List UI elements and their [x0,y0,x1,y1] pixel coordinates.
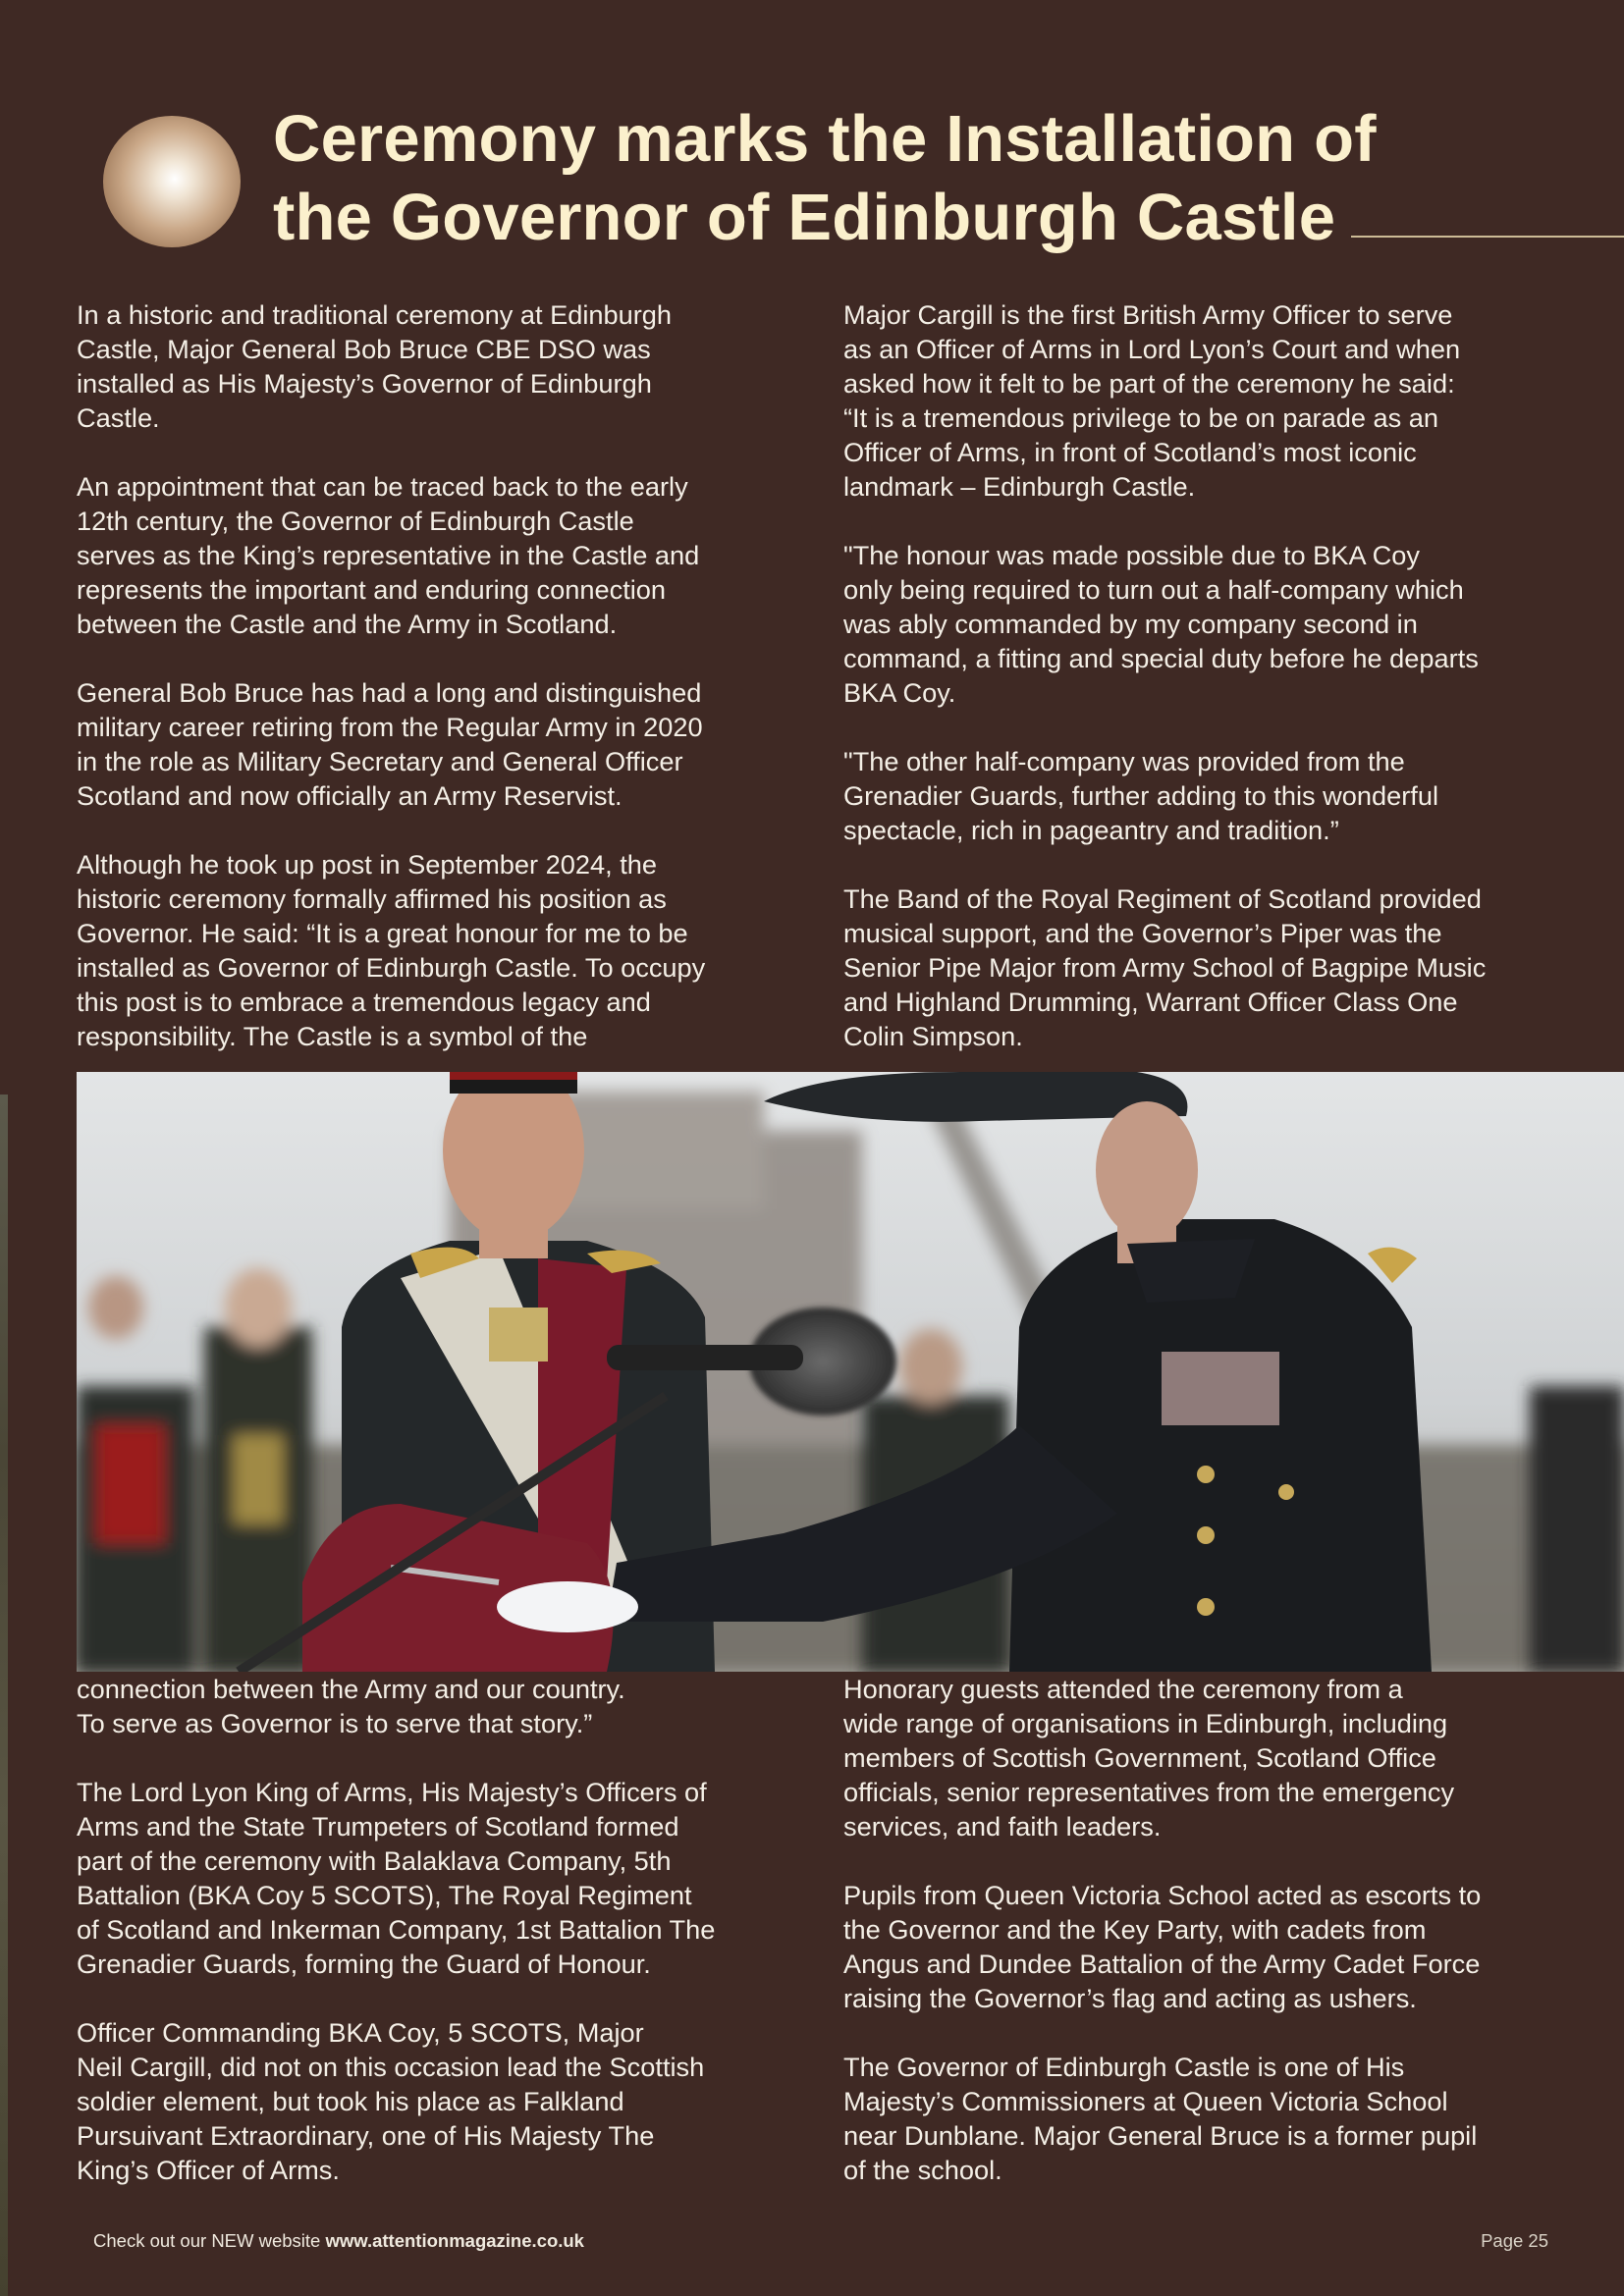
title-rule [1351,236,1624,238]
decorative-orb [103,116,241,247]
paragraph: "The other half-company was provided from the Grenadier Guards, further adding to this wonderful spectacle, rich in pageantry and tradition.” [843,746,1439,845]
paragraph: connection between the Army and our country. To serve as Governor is to serve that story.” [77,1674,625,1738]
paragraph: Officer Commanding BKA Coy, 5 SCOTS, Major Neil Cargill, did not on this occasion lead the Scottish soldier element, but took his place as Falkland Pursuivant Extraordinary, one of His Majesty The King’s Officer of Arms. [77,2017,705,2185]
footer-prefix: Check out our NEW website [93,2230,326,2251]
paragraph: "The honour was made possible due to BKA Coy only being required to turn out a half-company which was ably commanded by my company second in command, a fitting and special duty before he departs BKA Coy. [843,540,1479,708]
paragraph: General Bob Bruce has had a long and distinguished military career retiring from the Regular Army in 2020 in the role as Military Secretary and General Officer Scotland and now officially an Army Reservist. [77,677,703,811]
paragraph: The Band of the Royal Regiment of Scotland provided musical support, and the Governor’s Piper was the Senior Pipe Major from Army School of Bagpipe Music and Highland Drumming, Warrant Officer Class One Colin Simpson. [843,883,1487,1051]
paragraph: Major Cargill is the first British Army Officer to serve as an Officer of Arms in Lord Lyon’s Court and when asked how it felt to be part of the ceremony he said: “It is a tremendous privilege to be on parade as an Officer of Arms, in front of Scotland’s most iconic landmark – Edinburgh Castle. [843,299,1461,502]
paragraph: The Lord Lyon King of Arms, His Majesty’s Officers of Arms and the State Trumpeters of Scotland formed part of the ceremony with Balaklava Company, 5th Battalion (BKA Coy 5 SCOTS), The Royal Regiment of Scotland and Inkerman Company, 1st Battalion The Grenadier Guards, forming the Guard of Honour. [77,1777,716,1979]
column-top-left [77,297,803,1053]
column-top-right [843,297,1609,1053]
article-title [273,100,1377,257]
paragraph: The Governor of Edinburgh Castle is one of His Majesty’s Commissioners at Queen Victoria School near Dunblane. Major General Bruce is a former pupil of the school. [843,2052,1478,2185]
column-bottom-left [77,1672,803,2187]
paragraph: Pupils from Queen Victoria School acted as escorts to the Governor and the Key Party, with cadets from Angus and Dundee Battalion of the Army Cadet Force raising the Governor’s flag and acting as ushers. [843,1880,1482,2013]
title-line-2: the Governor of Edinburgh Castle [273,181,1336,254]
ceremony-photo [77,1072,1624,1672]
website-link[interactable]: www.attentionmagazine.co.uk [325,2230,584,2251]
paragraph: Honorary guests attended the ceremony from a wide range of organisations in Edinburgh, including members of Scottish Government, Scotland Office officials, senior representatives from the emergency services, and faith leaders. [843,1674,1455,1842]
paragraph: An appointment that can be traced back to the early 12th century, the Governor of Edinburgh Castle serves as the King’s representative in the Castle and represents the important and enduring connection between the Castle and the Army in Scotland. [77,471,700,639]
paragraph: Although he took up post in September 2024, the historic ceremony formally affirmed his position as Governor. He said: “It is a great honour for me to be installed as Governor of Edinburgh Castle. To occupy this post is to embrace a tremendous legacy and responsibility. The Castle is a symbol of the [77,849,706,1051]
column-bottom-right [843,1672,1609,2187]
footer-website-promo [93,2230,584,2252]
title-line-1: Ceremony marks the Installation of [273,102,1377,176]
paragraph: In a historic and traditional ceremony at Edinburgh Castle, Major General Bob Bruce CBE DSO was installed as His Majesty’s Governor of Edinburgh Castle. [77,299,673,433]
page-number: Page 25 [1481,2230,1548,2251]
left-edge-strip [0,1095,8,2296]
